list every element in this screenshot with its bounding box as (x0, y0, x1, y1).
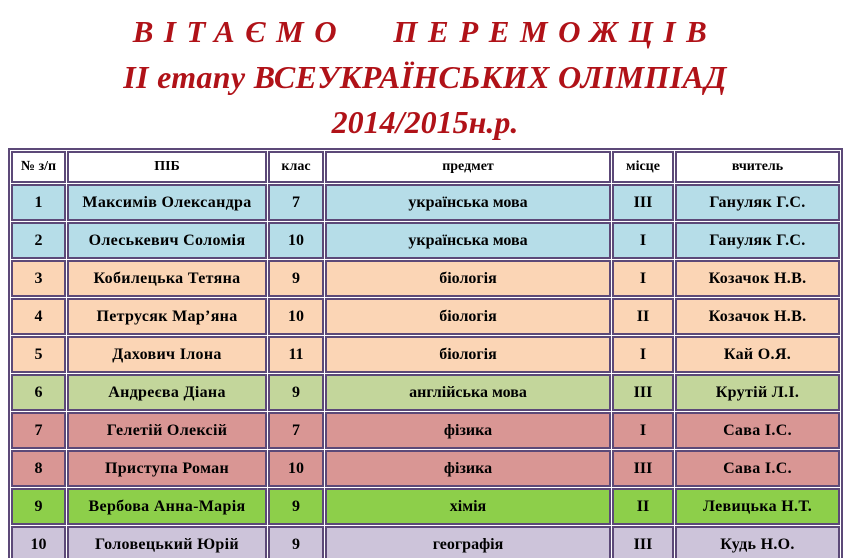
table-row (11, 412, 840, 449)
cell-name: Головецький Юрій (67, 526, 267, 558)
cell-subject: біологія (325, 336, 611, 373)
cell-grade: 10 (268, 298, 324, 335)
cell-grade: 9 (268, 260, 324, 297)
header-grade: клас (268, 151, 324, 183)
cell-num: 1 (11, 184, 66, 221)
cell-name: Андреєва Діана (67, 374, 267, 411)
cell-teacher: Сава І.С. (675, 450, 840, 487)
table-row (11, 488, 840, 525)
table-row (11, 374, 840, 411)
cell-teacher: Левицька Н.Т. (675, 488, 840, 525)
cell-subject: біологія (325, 260, 611, 297)
cell-num: 5 (11, 336, 66, 373)
table-row (11, 260, 840, 297)
header-name: ПІБ (67, 151, 267, 183)
cell-subject: фізика (325, 412, 611, 449)
cell-name: Приступа Роман (67, 450, 267, 487)
cell-subject: географія (325, 526, 611, 558)
cell-grade: 9 (268, 488, 324, 525)
table-row (11, 222, 840, 259)
table-header-row (11, 151, 840, 183)
cell-grade: 9 (268, 374, 324, 411)
cell-grade: 11 (268, 336, 324, 373)
cell-grade: 9 (268, 526, 324, 558)
cell-place: III (612, 526, 674, 558)
cell-teacher: Крутій Л.І. (675, 374, 840, 411)
cell-teacher: Гануляк Г.С. (675, 184, 840, 221)
cell-subject: біологія (325, 298, 611, 335)
cell-name: Вербова Анна-Марія (67, 488, 267, 525)
cell-grade: 7 (268, 412, 324, 449)
cell-name: Гелетій Олексій (67, 412, 267, 449)
cell-teacher: Кудь Н.О. (675, 526, 840, 558)
cell-subject: фізика (325, 450, 611, 487)
cell-grade: 7 (268, 184, 324, 221)
table-row (11, 450, 840, 487)
cell-num: 3 (11, 260, 66, 297)
title-line-1: ВІТАЄМО ПЕРЕМОЖЦІВ (132, 14, 718, 49)
header-teacher: вчитель (675, 151, 840, 183)
cell-num: 6 (11, 374, 66, 411)
table-row (11, 526, 840, 558)
cell-subject: англійська мова (325, 374, 611, 411)
cell-place: I (612, 222, 674, 259)
cell-subject: українська мова (325, 222, 611, 259)
cell-place: I (612, 412, 674, 449)
cell-teacher: Сава І.С. (675, 412, 840, 449)
header-num: № з/п (11, 151, 66, 183)
cell-place: I (612, 260, 674, 297)
table-row (11, 336, 840, 373)
winners-table (8, 148, 843, 558)
cell-teacher: Кай О.Я. (675, 336, 840, 373)
cell-teacher: Козачок Н.В. (675, 260, 840, 297)
title-line-3: 2014/2015н.р. (331, 104, 519, 140)
cell-name: Петрусяк Мар’яна (67, 298, 267, 335)
cell-place: III (612, 184, 674, 221)
header-subject: предмет (325, 151, 611, 183)
table-row (11, 184, 840, 221)
cell-num: 10 (11, 526, 66, 558)
header-place: місце (612, 151, 674, 183)
cell-place: I (612, 336, 674, 373)
cell-subject: українська мова (325, 184, 611, 221)
cell-num: 9 (11, 488, 66, 525)
cell-place: II (612, 488, 674, 525)
title-line-2: ІІ етапу ВСЕУКРАЇНСЬКИХ ОЛІМПІАД (123, 59, 727, 95)
cell-name: Олеськевич Соломія (67, 222, 267, 259)
cell-grade: 10 (268, 222, 324, 259)
cell-num: 4 (11, 298, 66, 335)
table-row (11, 298, 840, 335)
cell-num: 8 (11, 450, 66, 487)
slide-title-block (0, 0, 850, 138)
cell-num: 2 (11, 222, 66, 259)
cell-place: III (612, 450, 674, 487)
cell-name: Дахович Ілона (67, 336, 267, 373)
cell-place: III (612, 374, 674, 411)
cell-name: Максимів Олександра (67, 184, 267, 221)
cell-place: II (612, 298, 674, 335)
cell-teacher: Козачок Н.В. (675, 298, 840, 335)
cell-name: Кобилецька Тетяна (67, 260, 267, 297)
cell-teacher: Гануляк Г.С. (675, 222, 840, 259)
cell-subject: хімія (325, 488, 611, 525)
cell-grade: 10 (268, 450, 324, 487)
cell-num: 7 (11, 412, 66, 449)
